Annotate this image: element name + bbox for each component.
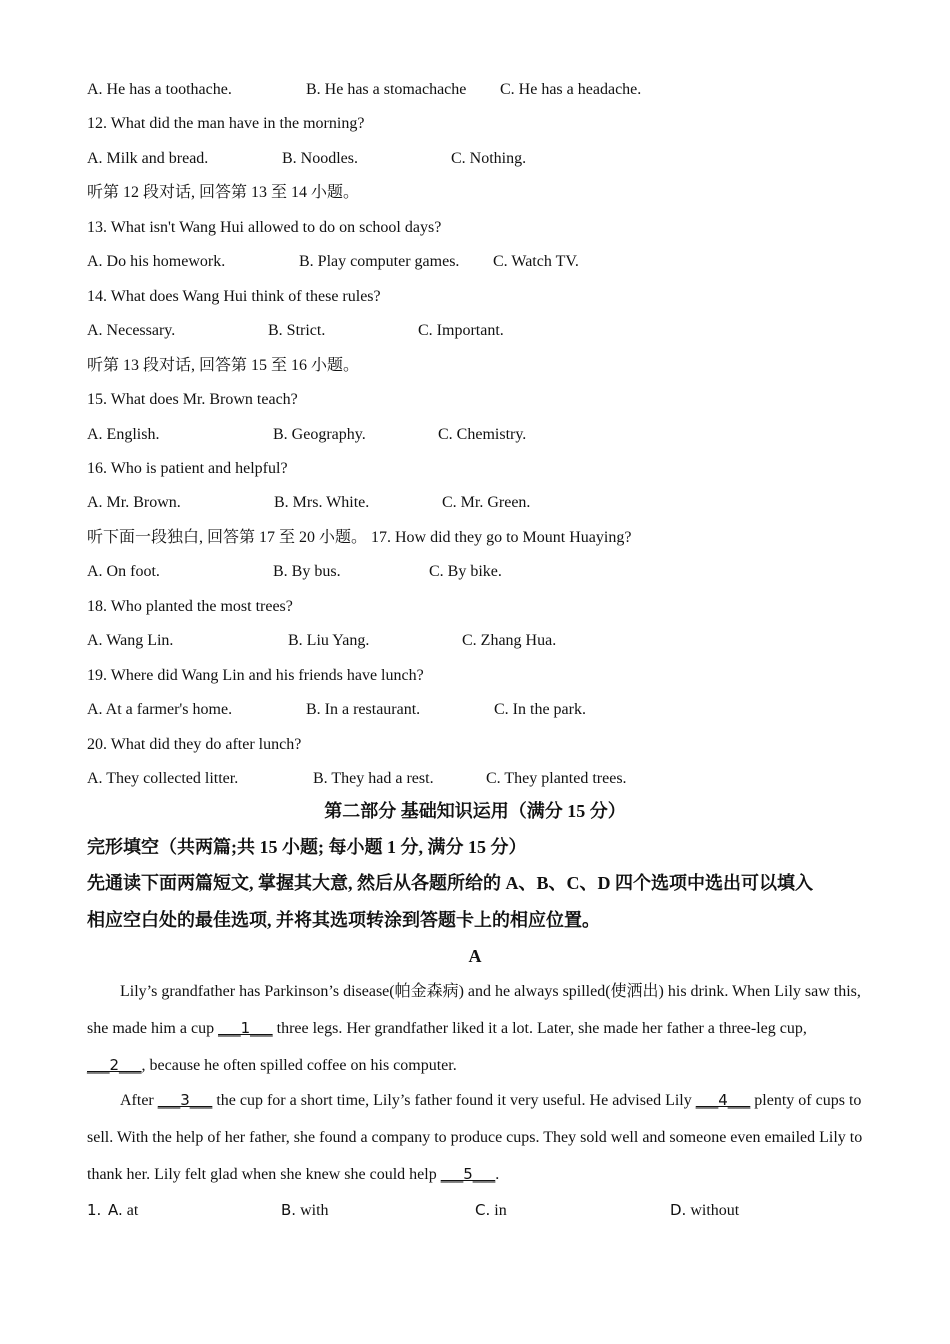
passage-paragraph-1: [87, 973, 867, 1084]
question-line: 12. What did the man have in the morning?: [87, 115, 365, 133]
question-line: 14. What does Wang Hui think of these rules?: [87, 287, 381, 305]
option-b: B. He has a stomachache: [306, 81, 467, 98]
option-a: A. He has a toothache.: [87, 81, 232, 98]
option-a: A. Do his homework.: [87, 253, 226, 271]
option-b: B. Noodles.: [282, 149, 358, 167]
part2-instruction-line1: 先通读下面两篇短文, 掌握其大意, 然后从各题所给的 A、B、C、D 四个选项中选出可以填入: [87, 873, 813, 893]
option-b: B. By bus.: [273, 563, 341, 581]
option-c: C. Chemistry.: [438, 425, 527, 443]
option-a: A. They collected litter.: [87, 770, 239, 787]
option-c: C. He has a headache.: [500, 81, 642, 98]
option-a: A. At a farmer's home.: [87, 701, 233, 719]
option-b: B. Geography.: [273, 425, 366, 443]
question-line: 15. What does Mr. Brown teach?: [87, 391, 298, 409]
passage-blank: ___4___: [695, 1091, 751, 1109]
option-c: C. In the park.: [494, 701, 586, 719]
option-c: C. Zhang Hua.: [462, 632, 557, 650]
question-line: 18. Who planted the most trees?: [87, 597, 293, 615]
option-b: B. Strict.: [268, 322, 326, 340]
option-b: B. Liu Yang.: [288, 632, 370, 650]
question-number: 1.: [87, 1201, 102, 1219]
passage-blank: ___2___: [87, 1056, 142, 1074]
option-c: C. Important.: [418, 322, 504, 340]
question-line: 16. Who is patient and helpful?: [87, 459, 288, 477]
option-a: A. at: [108, 1201, 139, 1219]
option-a: A. Milk and bread.: [87, 149, 209, 167]
passage-text: plenty of cups to sell. With the help of her father, she found a company to produce cups. They sold well and someone even emailed Lily to thank her. Lily felt glad when she knew she could help: [87, 1092, 863, 1183]
passage-text: After: [120, 1092, 158, 1109]
passage-paragraph-2: [87, 1082, 867, 1193]
option-b: B. with: [281, 1201, 329, 1219]
question-line: 20. What did they do after lunch?: [87, 735, 302, 753]
option-b: B. Play computer games.: [299, 253, 460, 271]
question-line: 13. What isn't Wang Hui allowed to do on school days?: [87, 218, 442, 236]
passage-blank: ___1___: [218, 1019, 273, 1037]
option-c: C. in: [475, 1201, 507, 1219]
passage-text: the cup for a short time, Lily’s father found it very useful. He advised Lily: [212, 1092, 696, 1109]
passage-blank: ___5___: [440, 1165, 496, 1183]
option-a: A. On foot.: [87, 563, 160, 581]
passage-text: , because he often spilled coffee on his computer.: [141, 1057, 457, 1074]
part2-subtitle: 完形填空（共两篇;共 15 小题; 每小题 1 分, 满分 15 分）: [87, 837, 527, 857]
option-c: C. They planted trees.: [486, 770, 627, 787]
option-a: A. Necessary.: [87, 322, 176, 340]
option-c: C. Mr. Green.: [442, 494, 531, 512]
option-a: A. Mr. Brown.: [87, 494, 181, 512]
question-line: 19. Where did Wang Lin and his friends have lunch?: [87, 666, 424, 684]
option-b: B. Mrs. White.: [274, 494, 370, 512]
passage-text: .: [495, 1166, 500, 1183]
part2-instruction-line2: 相应空白处的最佳选项, 并将其选项转涂到答题卡上的相应位置。: [87, 910, 600, 930]
option-b: B. They had a rest.: [313, 770, 434, 787]
passage-blank: ___3___: [157, 1091, 213, 1109]
option-c: C. Watch TV.: [493, 253, 579, 271]
option-a: A. English.: [87, 425, 160, 443]
passage-text: Lily’s grandfather has Parkinson’s disease(帕金森病) and he always spilled(使洒出) his drink. When Lily saw this, she made him a cup: [87, 983, 861, 1037]
option-c: C. Nothing.: [451, 149, 527, 167]
option-a: A. Wang Lin.: [87, 632, 174, 650]
option-c: C. By bike.: [429, 563, 502, 581]
passage-text: three legs. Her grandfather liked it a lot. Later, she made her father a three-leg cup,: [272, 1020, 807, 1037]
section-heading: A: [468, 946, 482, 966]
question-line: 听第 13 段对话, 回答第 15 至 16 小题。: [87, 356, 360, 374]
part2-title: 第二部分 基础知识运用（满分 15 分）: [324, 801, 626, 821]
question-line: 听第 12 段对话, 回答第 13 至 14 小题。: [87, 184, 360, 202]
option-b: B. In a restaurant.: [306, 701, 421, 719]
question-line: 听下面一段独白, 回答第 17 至 20 小题。 17. How did they go to Mount Huaying?: [87, 528, 632, 546]
option-d: D. without: [670, 1201, 740, 1219]
